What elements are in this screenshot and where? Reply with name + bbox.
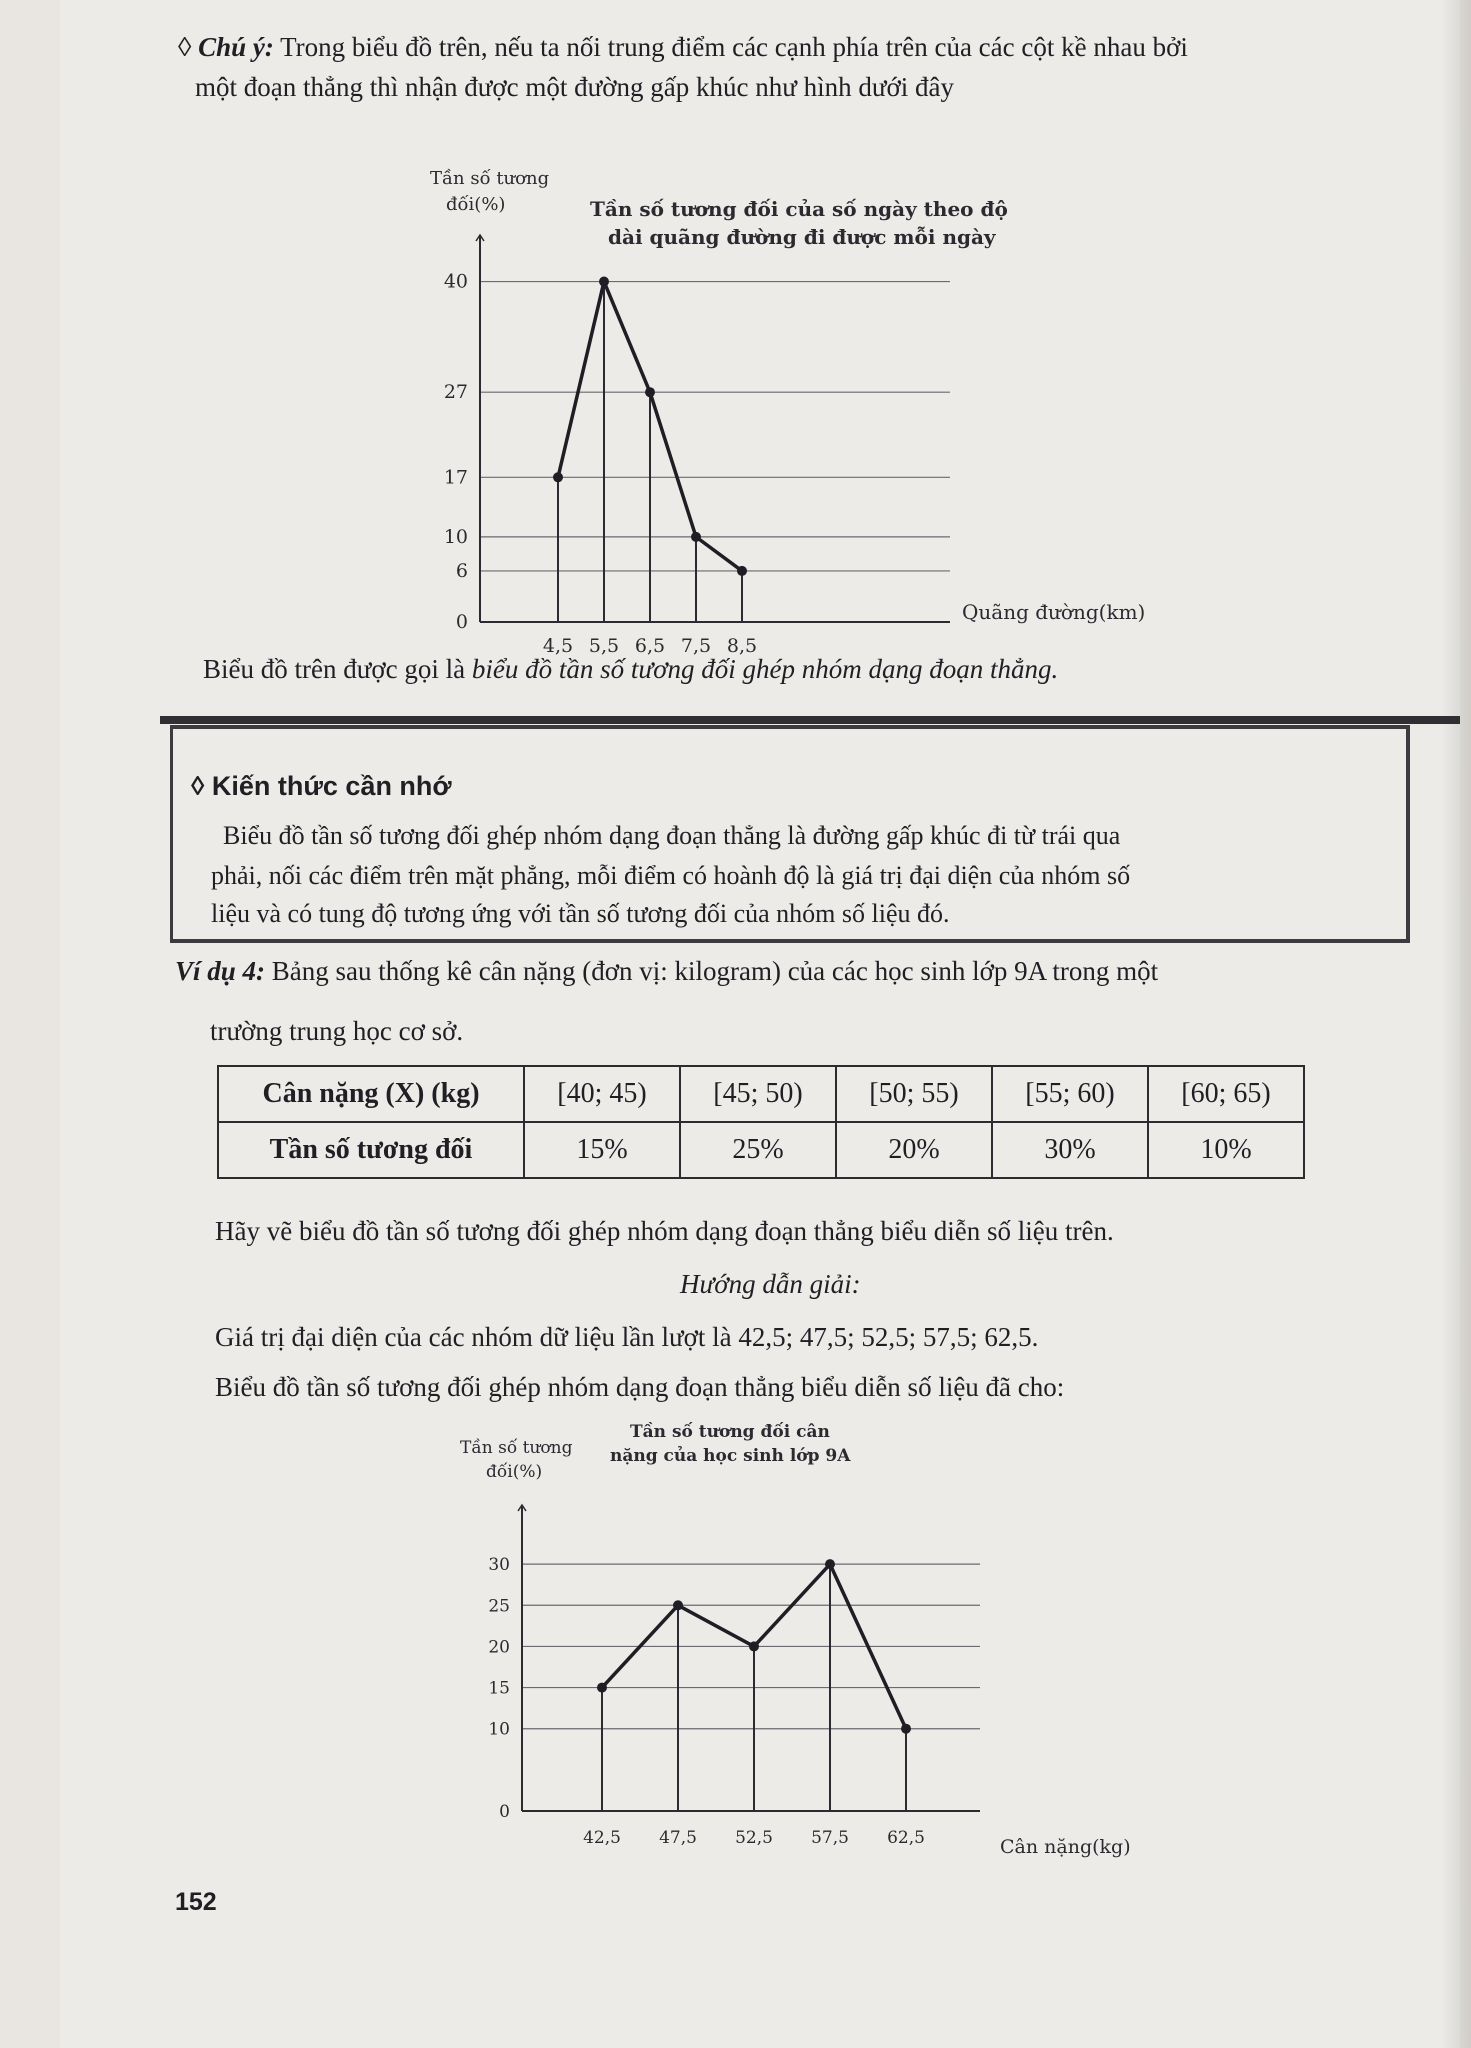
chart2-xlabel: Cân nặng(kg) [1000, 1836, 1131, 1858]
chart1-xlabel: Quãng đường(km) [962, 600, 1146, 624]
chart1-title-2: dài quãng đường đi được mỗi ngày [608, 225, 996, 249]
x-tick-label: 7,5 [680, 635, 712, 657]
y-tick-label: 0 [499, 1802, 510, 1822]
table-cell: [60; 65) [1148, 1066, 1304, 1122]
chart1-ylabel-2: đối(%) [446, 194, 506, 215]
y-tick-label: 40 [443, 270, 468, 293]
table-row [218, 1066, 1304, 1122]
table-cell: [55; 60) [992, 1066, 1148, 1122]
chart1-caption-pre: Biểu đồ trên được gọi là [203, 654, 472, 684]
chart2-title-1: Tần số tương đối cân [630, 1422, 830, 1442]
data-point [645, 387, 655, 397]
y-tick-label: 10 [488, 1719, 510, 1740]
example-line-2 [210, 1012, 463, 1050]
table-cell: 10% [1148, 1122, 1304, 1178]
guide-title: Hướng dẫn giải: [680, 1269, 861, 1299]
y-tick-label: 6 [455, 559, 468, 582]
knowledge-top-rule [160, 716, 1460, 724]
example-text-2: trường trung học cơ sở. [210, 1016, 464, 1046]
data-point [673, 1600, 683, 1610]
knowledge-line-2: phải, nối các điểm trên mặt phẳng, mỗi điểm có hoành độ là giá trị đại diện của nhóm số [211, 861, 1131, 890]
page-edge-shadow [1441, 0, 1471, 2048]
data-point [597, 1683, 607, 1693]
x-tick-label: 5,5 [588, 635, 620, 657]
table-cell: [40; 45) [524, 1066, 680, 1122]
chart2-y-tick-labels [488, 1555, 510, 1822]
table-header-weight: Cân nặng (X) (kg) [218, 1066, 524, 1122]
chart1-caption [203, 650, 1058, 688]
table-cell: 20% [836, 1122, 992, 1178]
data-point [749, 1641, 759, 1651]
note-text-1: Trong biểu đồ trên, nếu ta nối trung điểm các cạnh phía trên của các cột kề nhau bởi [280, 32, 1188, 62]
y-tick-label: 30 [488, 1555, 510, 1576]
data-point [901, 1724, 911, 1734]
note-bullet: ◊ [178, 32, 192, 62]
table-cell: 15% [524, 1122, 680, 1178]
chart2-ylabel-2: đối(%) [486, 1462, 543, 1482]
table-cell: 25% [680, 1122, 836, 1178]
data-point [691, 532, 701, 542]
y-tick-label: 17 [443, 466, 468, 489]
chart-weight-frequency [440, 1415, 1160, 1875]
task-text: Hãy vẽ biểu đồ tần số tương đối ghép nhóm dạng đoạn thẳng biểu diễn số liệu trên. [215, 1216, 1114, 1246]
y-tick-label: 0 [455, 611, 468, 633]
note-text-2: một đoạn thẳng thì nhận được một đường gấp khúc như hình dưới đây [195, 72, 955, 102]
data-point [553, 472, 563, 482]
x-tick-label: 42,5 [583, 1828, 621, 1848]
table-header-frequency: Tần số tương đối [218, 1122, 524, 1178]
note-line-2 [195, 68, 954, 106]
knowledge-title: ◊ Kiến thức cần nhớ [191, 771, 452, 801]
guide-line-1: Giá trị đại diện của các nhóm dữ liệu lần lượt là 42,5; 47,5; 52,5; 57,5; 62,5. [215, 1322, 1039, 1352]
y-tick-label: 25 [488, 1596, 510, 1617]
y-tick-label: 10 [443, 525, 468, 548]
data-point [599, 277, 609, 287]
chart1-title-1: Tần số tương đối của số ngày theo độ [590, 197, 1008, 221]
chart2-title-2: nặng của học sinh lớp 9A [610, 1446, 851, 1466]
chart1-axes [476, 235, 950, 622]
chart1-ylabel-1: Tần số tương [430, 168, 550, 189]
chart2-ylabel-1: Tần số tương [460, 1438, 573, 1458]
example-text-1: Bảng sau thống kê cân nặng (đơn vị: kilogram) của các học sinh lớp 9A trong một [271, 956, 1159, 986]
table-cell: [45; 50) [680, 1066, 836, 1122]
x-tick-label: 52,5 [735, 1828, 773, 1848]
table-cell: 30% [992, 1122, 1148, 1178]
table-cell: [50; 55) [836, 1066, 992, 1122]
knowledge-line-3: liệu và có tung độ tương ứng với tần số tương đối của nhóm số liệu đó. [211, 899, 950, 928]
knowledge-box [170, 725, 1410, 943]
chart2-axes [518, 1505, 980, 1811]
weight-frequency-table [217, 1065, 1305, 1179]
data-point [825, 1559, 835, 1569]
note-line-1 [178, 28, 1188, 66]
knowledge-line-1: Biểu đồ tần số tương đối ghép nhóm dạng đoạn thẳng là đường gấp khúc đi từ trái qua [223, 821, 1121, 850]
chart2-x-tick-labels [583, 1828, 925, 1848]
x-tick-label: 57,5 [811, 1828, 849, 1848]
table-row [218, 1122, 1304, 1178]
example-line-1 [175, 952, 1158, 990]
data-point [737, 566, 747, 576]
x-tick-label: 6,5 [634, 635, 666, 657]
chart-distance-frequency [390, 160, 1170, 660]
guide-line-2: Biểu đồ tần số tương đối ghép nhóm dạng đoạn thẳng biểu diễn số liệu đã cho: [215, 1372, 1065, 1402]
note-label: Chú ý: [198, 32, 274, 62]
chart1-y-tick-labels [444, 271, 468, 633]
x-tick-label: 47,5 [659, 1828, 697, 1848]
x-tick-label: 8,5 [726, 635, 758, 657]
y-tick-label: 27 [443, 381, 468, 404]
y-tick-label: 15 [488, 1678, 510, 1699]
x-tick-label: 4,5 [542, 635, 574, 657]
page-number: 152 [175, 1888, 217, 1916]
chart1-gridlines [480, 282, 950, 571]
chart1-caption-term: biểu đồ tần số tương đối ghép nhóm dạng đoạn thẳng. [471, 654, 1059, 684]
x-tick-label: 62,5 [887, 1828, 925, 1848]
example-label: Ví dụ 4: [175, 956, 266, 986]
y-tick-label: 20 [488, 1637, 510, 1658]
